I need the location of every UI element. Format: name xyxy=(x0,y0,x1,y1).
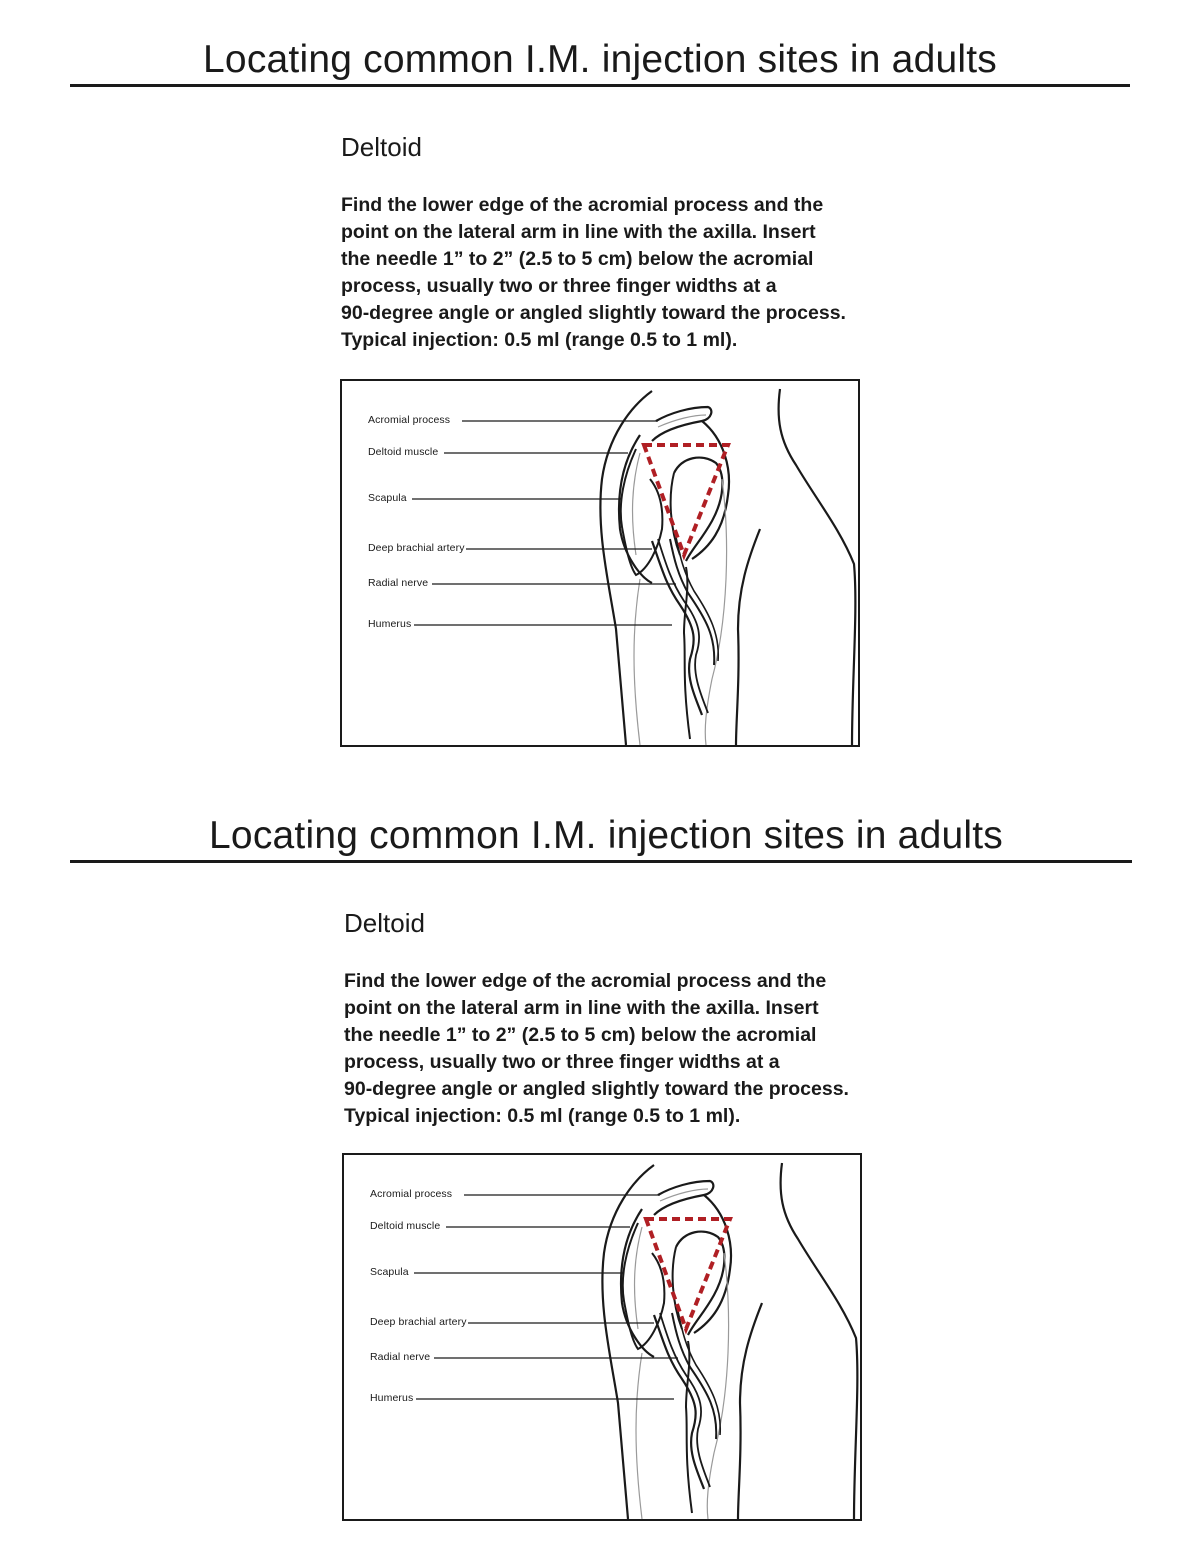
label-humerus: Humerus xyxy=(368,618,412,630)
site-heading: Deltoid xyxy=(341,132,422,162)
label-deep-brachial-artery: Deep brachial artery xyxy=(370,1316,467,1328)
site-description xyxy=(344,968,944,1130)
description-line: 90-degree angle or angled slightly toward the process. xyxy=(344,1078,849,1100)
description-line: the needle 1” to 2” (2.5 to 5 cm) below the acromial xyxy=(344,1024,817,1046)
label-radial-nerve: Radial nerve xyxy=(368,577,429,589)
label-deep-brachial-artery: Deep brachial artery xyxy=(368,542,465,554)
label-radial-nerve: Radial nerve xyxy=(370,1351,431,1363)
deltoid-anatomy-figure xyxy=(342,1153,862,1521)
description-line: process, usually two or three finger widths at a xyxy=(344,1051,780,1073)
page-title: Locating common I.M. injection sites in adults xyxy=(203,38,997,81)
title-rule xyxy=(70,860,1132,863)
site-heading: Deltoid xyxy=(344,908,425,938)
description-line: Typical injection: 0.5 ml (range 0.5 to 1 ml). xyxy=(344,1105,741,1127)
label-scapula: Scapula xyxy=(368,492,407,504)
description-line: the needle 1” to 2” (2.5 to 5 cm) below the acromial xyxy=(341,248,814,270)
page-title: Locating common I.M. injection sites in adults xyxy=(209,814,1003,857)
description-line: process, usually two or three finger widths at a xyxy=(341,275,777,297)
site-description xyxy=(341,192,941,354)
description-line: Typical injection: 0.5 ml (range 0.5 to 1 ml). xyxy=(341,329,738,351)
section-2 xyxy=(0,776,1200,1552)
deltoid-illustration xyxy=(340,379,860,747)
description-line: 90-degree angle or angled slightly toward the process. xyxy=(341,302,846,324)
section-1 xyxy=(0,0,1200,776)
label-deltoid-muscle: Deltoid muscle xyxy=(370,1220,441,1232)
description-line: point on the lateral arm in line with the axilla. Insert xyxy=(344,997,819,1019)
label-acromial-process: Acromial process xyxy=(368,414,451,426)
deltoid-anatomy-figure xyxy=(340,379,860,747)
label-deltoid-muscle: Deltoid muscle xyxy=(368,446,439,458)
deltoid-illustration xyxy=(342,1153,862,1521)
title-rule xyxy=(70,84,1130,87)
description-line: Find the lower edge of the acromial process and the xyxy=(344,970,827,992)
label-acromial-process: Acromial process xyxy=(370,1188,453,1200)
label-humerus: Humerus xyxy=(370,1392,414,1404)
label-scapula: Scapula xyxy=(370,1266,409,1278)
description-line: point on the lateral arm in line with the axilla. Insert xyxy=(341,221,816,243)
description-line: Find the lower edge of the acromial process and the xyxy=(341,194,824,216)
